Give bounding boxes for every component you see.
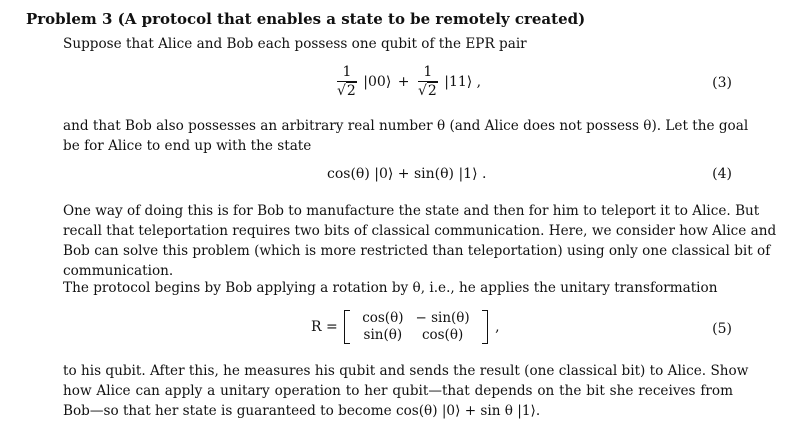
equation-number: (4) [712, 166, 732, 182]
text-line: be for Alice to end up with the state [63, 138, 312, 154]
text-line: Suppose that Alice and Bob each possess one qubit of the EPR pair [63, 36, 527, 52]
radicand: 2 [427, 83, 437, 99]
text-line: and that Bob also possesses an arbitrary real number θ (and Alice does not possess θ). Let the goal [63, 118, 749, 134]
equation-number: (3) [712, 75, 732, 91]
matrix-lhs: R = [311, 319, 338, 335]
ket-00: |00⟩ [363, 74, 392, 90]
state-expression: cos(θ) |0⟩ + sin(θ) |1⟩ . [327, 166, 487, 182]
matrix-cell: − sin(θ) [415, 310, 470, 326]
paragraph-goal [63, 116, 749, 156]
text-line: One way of doing this is for Bob to manufacture the state and then for him to teleport it to Alice. But [63, 203, 760, 219]
fraction [418, 64, 438, 100]
text-line: Bob—so that her state is guaranteed to become cos(θ) |0⟩ + sin θ |1⟩. [63, 403, 541, 419]
equation-number: (5) [712, 321, 732, 337]
fraction [337, 64, 357, 100]
matrix-cell: cos(θ) [421, 327, 464, 343]
ket-11: |11⟩ , [444, 74, 482, 90]
paragraph-task [63, 361, 749, 421]
fraction-numerator: 1 [337, 64, 357, 82]
fraction-numerator: 1 [418, 64, 438, 82]
text-line: recall that teleportation requires two bits of classical communication. Here, we consider how Alice and [63, 223, 777, 239]
problem-heading: Problem 3 (A protocol that enables a state to be remotely created) [26, 10, 586, 28]
fraction-denominator: √2 [337, 83, 356, 99]
text-line: how Alice can apply a unitary operation to her qubit—that depends on the bit she receives from [63, 383, 733, 399]
text-line: to his qubit. After this, he measures his qubit and sends the result (one classical bit) to Alice. Show [63, 363, 749, 379]
matrix-cell: cos(θ) [362, 310, 404, 326]
paragraph-protocol [63, 278, 733, 298]
matrix-cell: sin(θ) [363, 327, 403, 343]
fraction-denominator: √2 [417, 83, 437, 99]
text-line: The protocol begins by Bob applying a rotation by θ, i.e., he applies the unitary transformation [63, 280, 718, 296]
matrix-trailing-comma: , [495, 319, 500, 335]
text-line: Bob can solve this problem (which is more restricted than teleportation) using only one classical bit of [63, 243, 771, 259]
rotation-matrix [344, 310, 488, 344]
paragraph-approach [63, 201, 777, 281]
plus-sign: + [397, 74, 410, 90]
text-line: communication. [63, 263, 174, 279]
radicand: 2 [346, 83, 356, 99]
paragraph-intro [63, 34, 733, 54]
